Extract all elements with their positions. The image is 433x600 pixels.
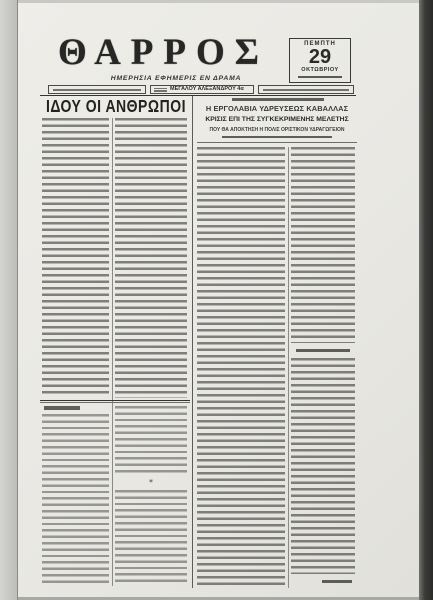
scan-edge-right <box>419 0 433 600</box>
column-divider <box>288 147 289 588</box>
column-divider <box>112 118 113 586</box>
newspaper-title: ΘΑΡΡΟΣ <box>58 32 269 73</box>
info-box-offices <box>150 85 254 94</box>
left-article-column-2-text <box>115 118 187 398</box>
info-label-line <box>154 88 167 89</box>
issue-day: ΠΕΜΠΤΗ <box>304 41 336 47</box>
right-article-headline-3: ΠΟΥ ΘΑ ΑΠΟΚΤΗΣΗ Η ΠΟΛΙΣ ΟΡΙΣΤΙΚΟΝ ΥΔΡΑΓΩΓΕΙΟΝ <box>209 127 345 133</box>
right-article-rule <box>197 142 357 143</box>
right-article-headline-2: ΚΡΙΣΙΣ ΕΠΙ ΤΗΣ ΣΥΓΚΕΚΡΙΜΕΝΗΣ ΜΕΛΕΤΗΣ <box>205 116 349 123</box>
right-article-subheading <box>296 349 350 352</box>
second-article-column-1-text <box>42 414 109 586</box>
scan-margin-left <box>0 0 18 600</box>
section-separator: * <box>149 478 153 487</box>
info-text-line <box>263 89 349 91</box>
article-column-divider <box>192 96 193 588</box>
left-article-column-1-text <box>42 118 109 396</box>
second-article-column-2-text-continued <box>115 490 187 586</box>
left-article-headline: ΙΔΟΥ ΟΙ ΑΝΘΡΩΠΟΙ <box>45 95 186 116</box>
info-box-phone <box>258 85 354 94</box>
issue-month: ΟΚΤΩΒΡΙΟΥ <box>301 67 339 73</box>
issue-price-line <box>298 76 342 78</box>
right-article-headline-1: Η ΕΡΓΟΛΑΒΙΑ ΥΔΡΕΥΣΕΩΣ ΚΑΒΑΛΛΑΣ <box>205 104 349 113</box>
article-divider-rule <box>40 400 190 401</box>
office-address: ΜΕΓΑΛΟΥ ΑΛΕΞΑΝΔΡΟΥ 4α <box>170 86 244 92</box>
info-text-line <box>53 89 141 91</box>
article-divider-rule <box>40 402 190 403</box>
right-article-column-1-text <box>197 147 285 586</box>
right-article-signature <box>322 580 352 583</box>
right-article-deck <box>222 136 332 138</box>
second-article-column-2-text <box>115 406 187 476</box>
date-box <box>289 38 351 83</box>
right-article-kicker <box>232 98 324 101</box>
issue-date: 29 <box>308 46 332 68</box>
info-box-editor <box>48 85 146 94</box>
right-article-column-2-text <box>291 147 355 343</box>
right-article-column-2-text-continued <box>291 358 355 574</box>
info-label-line <box>154 90 167 91</box>
second-article-heading <box>44 406 80 410</box>
newspaper-subtitle: ΗΜΕΡΗΣΙΑ ΕΦΗΜΕΡΙΣ ΕΝ ΔΡΑΜΑ <box>110 75 242 82</box>
